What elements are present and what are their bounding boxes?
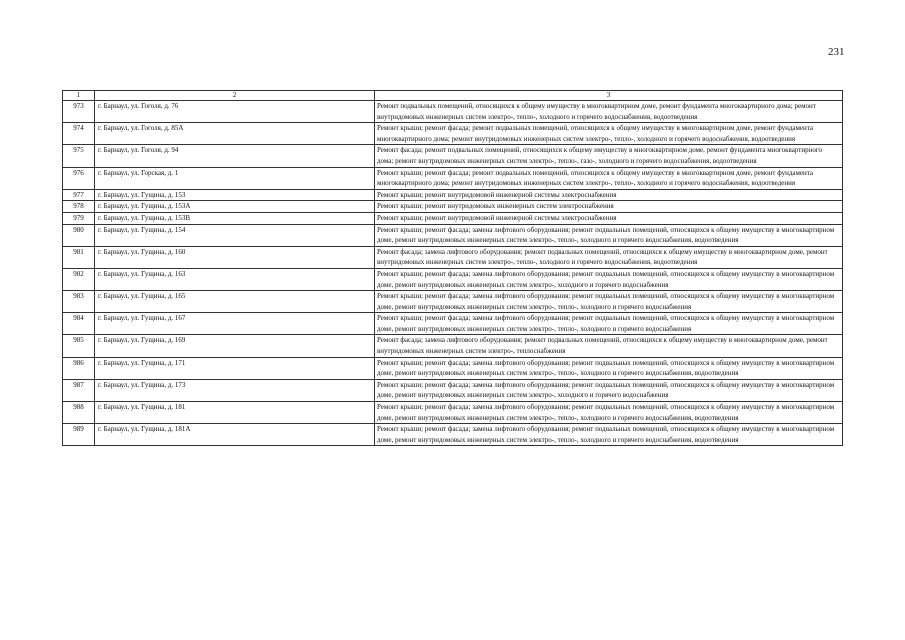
row-address-cell: г. Барнаул, ул. Гущина, д. 153В bbox=[95, 212, 375, 224]
row-address-cell: г. Барнаул, ул. Гущина, д. 153 bbox=[95, 189, 375, 201]
row-address-cell: г. Барнаул, ул. Гущина, д. 153А bbox=[95, 201, 375, 213]
table-row bbox=[63, 189, 843, 201]
row-number-cell: 987 bbox=[63, 379, 95, 401]
table-row bbox=[63, 379, 843, 401]
table-row bbox=[63, 101, 843, 123]
row-address-cell: г. Барнаул, ул. Гущина, д. 163 bbox=[95, 268, 375, 290]
row-number-cell: 986 bbox=[63, 357, 95, 379]
row-works-cell: Ремонт крыши; ремонт фасада; ремонт подвальных помещений, относящихся к общему имуществу в многоквартирном доме, ремонт фундамента многоквартирного дома; ремонт внутридомовых инженерных систем электро-, тепло-, холодного и горячего водоснабжения, водоотведения bbox=[375, 123, 843, 145]
column-header-works: 3 bbox=[375, 91, 843, 101]
row-address-cell: г. Барнаул, ул. Гоголя, д. 76 bbox=[95, 101, 375, 123]
row-works-cell: Ремонт крыши; ремонт фасада; замена лифтового оборудования; ремонт подвальных помещений, относящихся к общему имуществу в многоквартирном доме, ремонт внутридомовых инженерных систем электро-, тепло-, холодного и горячего водоснабжения, водоотведения bbox=[375, 357, 843, 379]
row-number-cell: 983 bbox=[63, 291, 95, 313]
table-row bbox=[63, 291, 843, 313]
table-row bbox=[63, 268, 843, 290]
row-number-cell: 976 bbox=[63, 167, 95, 189]
row-address-cell: г. Барнаул, ул. Гущина, д. 167 bbox=[95, 313, 375, 335]
row-number-cell: 989 bbox=[63, 424, 95, 446]
row-works-cell: Ремонт фасада; замена лифтового оборудования; ремонт подвальных помещений, относящихся к общему имуществу в многоквартирном доме, ремонт внутридомовых инженерных систем электро-, теплоснабжения bbox=[375, 335, 843, 357]
works-table bbox=[62, 90, 843, 446]
row-works-cell: Ремонт подвальных помещений, относящихся к общему имуществу в многоквартирном доме, ремонт фундамента многоквартирного дома; ремонт внутридомовых инженерных систем электро-, тепло-, холодного и горячего водоснабжения, водоотведения bbox=[375, 101, 843, 123]
row-number-cell: 980 bbox=[63, 224, 95, 246]
table-row bbox=[63, 201, 843, 213]
row-works-cell: Ремонт крыши; ремонт фасада; замена лифтового оборудования; ремонт подвальных помещений, относящихся к общему имуществу в многоквартирном доме, ремонт внутридомовых инженерных систем электро-, тепло-, холодного и горячего водоснабжения, водоотведения bbox=[375, 224, 843, 246]
row-address-cell: г. Барнаул, ул. Гущина, д. 160 bbox=[95, 246, 375, 268]
page-number: 231 bbox=[828, 46, 845, 58]
row-address-cell: г. Барнаул, ул. Гоголя, д. 94 bbox=[95, 145, 375, 167]
row-number-cell: 977 bbox=[63, 189, 95, 201]
row-number-cell: 974 bbox=[63, 123, 95, 145]
table-row bbox=[63, 145, 843, 167]
table-row bbox=[63, 402, 843, 424]
row-address-cell: г. Барнаул, ул. Гоголя, д. 85А bbox=[95, 123, 375, 145]
row-works-cell: Ремонт крыши; ремонт внутридомовых инженерных систем электроснабжения bbox=[375, 201, 843, 213]
row-works-cell: Ремонт крыши; ремонт фасада; замена лифтового оборудования; ремонт подвальных помещений, относящихся к общему имуществу в многоквартирном доме, ремонт внутридомовых инженерных систем электро-, холодного и горячего водоснабжения bbox=[375, 379, 843, 401]
table-row bbox=[63, 212, 843, 224]
column-header-address: 2 bbox=[95, 91, 375, 101]
row-works-cell: Ремонт крыши; ремонт фасада; замена лифтового оборудования; ремонт подвальных помещений, относящихся к общему имуществу в многоквартирном доме, ремонт внутридомовых инженерных систем электро-, холодного и горячего водоснабжения bbox=[375, 268, 843, 290]
row-address-cell: г. Барнаул, ул. Горская, д. 1 bbox=[95, 167, 375, 189]
table-row bbox=[63, 123, 843, 145]
row-number-cell: 979 bbox=[63, 212, 95, 224]
table-row bbox=[63, 313, 843, 335]
row-number-cell: 985 bbox=[63, 335, 95, 357]
row-number-cell: 982 bbox=[63, 268, 95, 290]
row-address-cell: г. Барнаул, ул. Гущина, д. 173 bbox=[95, 379, 375, 401]
column-header-number: 1 bbox=[63, 91, 95, 101]
row-address-cell: г. Барнаул, ул. Гущина, д. 165 bbox=[95, 291, 375, 313]
table-body bbox=[63, 101, 843, 446]
row-works-cell: Ремонт крыши; ремонт фасада; замена лифтового оборудования; ремонт подвальных помещений, относящихся к общему имуществу в многоквартирном доме, ремонт внутридомовых инженерных систем электро-, тепло-, холодного и горячего водоснабжения, водоотведения bbox=[375, 424, 843, 446]
row-number-cell: 984 bbox=[63, 313, 95, 335]
row-works-cell: Ремонт крыши; ремонт внутридомовой инженерной системы электроснабжения bbox=[375, 189, 843, 201]
row-number-cell: 988 bbox=[63, 402, 95, 424]
table-row bbox=[63, 224, 843, 246]
table-header-row bbox=[63, 91, 843, 101]
row-address-cell: г. Барнаул, ул. Гущина, д. 181 bbox=[95, 402, 375, 424]
row-works-cell: Ремонт фасада; замена лифтового оборудования; ремонт подвальных помещений, относящихся к общему имуществу в многоквартирном доме, ремонт внутридомовых инженерных систем электро-, тепло-, холодного и горячего водоснабжения, водоотведения bbox=[375, 246, 843, 268]
row-works-cell: Ремонт крыши; ремонт фасада; замена лифтового оборудования; ремонт подвальных помещений, относящихся к общему имуществу в многоквартирном доме, ремонт внутридомовых инженерных систем электро-, тепло-, холодного и горячего водоснабжения bbox=[375, 313, 843, 335]
row-works-cell: Ремонт крыши; ремонт фасада; ремонт подвальных помещений, относящихся к общему имуществу в многоквартирном доме, ремонт фундамента многоквартирного дома; ремонт внутридомовых инженерных систем электро-, тепло-, холодного и горячего водоснабжения, водоотведения bbox=[375, 167, 843, 189]
table-row bbox=[63, 335, 843, 357]
row-address-cell: г. Барнаул, ул. Гущина, д. 169 bbox=[95, 335, 375, 357]
row-number-cell: 975 bbox=[63, 145, 95, 167]
row-number-cell: 973 bbox=[63, 101, 95, 123]
row-works-cell: Ремонт крыши; ремонт фасада; замена лифтового оборудования; ремонт подвальных помещений, относящихся к общему имуществу в многоквартирном доме, ремонт внутридомовых инженерных систем электро-, тепло-, холодного и горячего водоснабжения bbox=[375, 291, 843, 313]
row-works-cell: Ремонт крыши; ремонт внутридомовой инженерной системы электроснабжения bbox=[375, 212, 843, 224]
row-works-cell: Ремонт фасада; ремонт подвальных помещений, относящихся к общему имуществу в многоквартирном доме, ремонт фундамента многоквартирного дома; ремонт внутридомовых инженерных систем электро-, тепло-, газо-, холодного и горячего водоснабжения, водоотведения bbox=[375, 145, 843, 167]
table-row bbox=[63, 357, 843, 379]
row-address-cell: г. Барнаул, ул. Гущина, д. 171 bbox=[95, 357, 375, 379]
row-works-cell: Ремонт крыши; ремонт фасада; замена лифтового оборудования; ремонт подвальных помещений, относящихся к общему имуществу в многоквартирном доме, ремонт внутридомовых инженерных систем электро-, тепло-, холодного и горячего водоснабжения, водоотведения bbox=[375, 402, 843, 424]
table-row bbox=[63, 167, 843, 189]
row-number-cell: 981 bbox=[63, 246, 95, 268]
table-row bbox=[63, 246, 843, 268]
row-address-cell: г. Барнаул, ул. Гущина, д. 181А bbox=[95, 424, 375, 446]
table-row bbox=[63, 424, 843, 446]
row-address-cell: г. Барнаул, ул. Гущина, д. 154 bbox=[95, 224, 375, 246]
row-number-cell: 978 bbox=[63, 201, 95, 213]
